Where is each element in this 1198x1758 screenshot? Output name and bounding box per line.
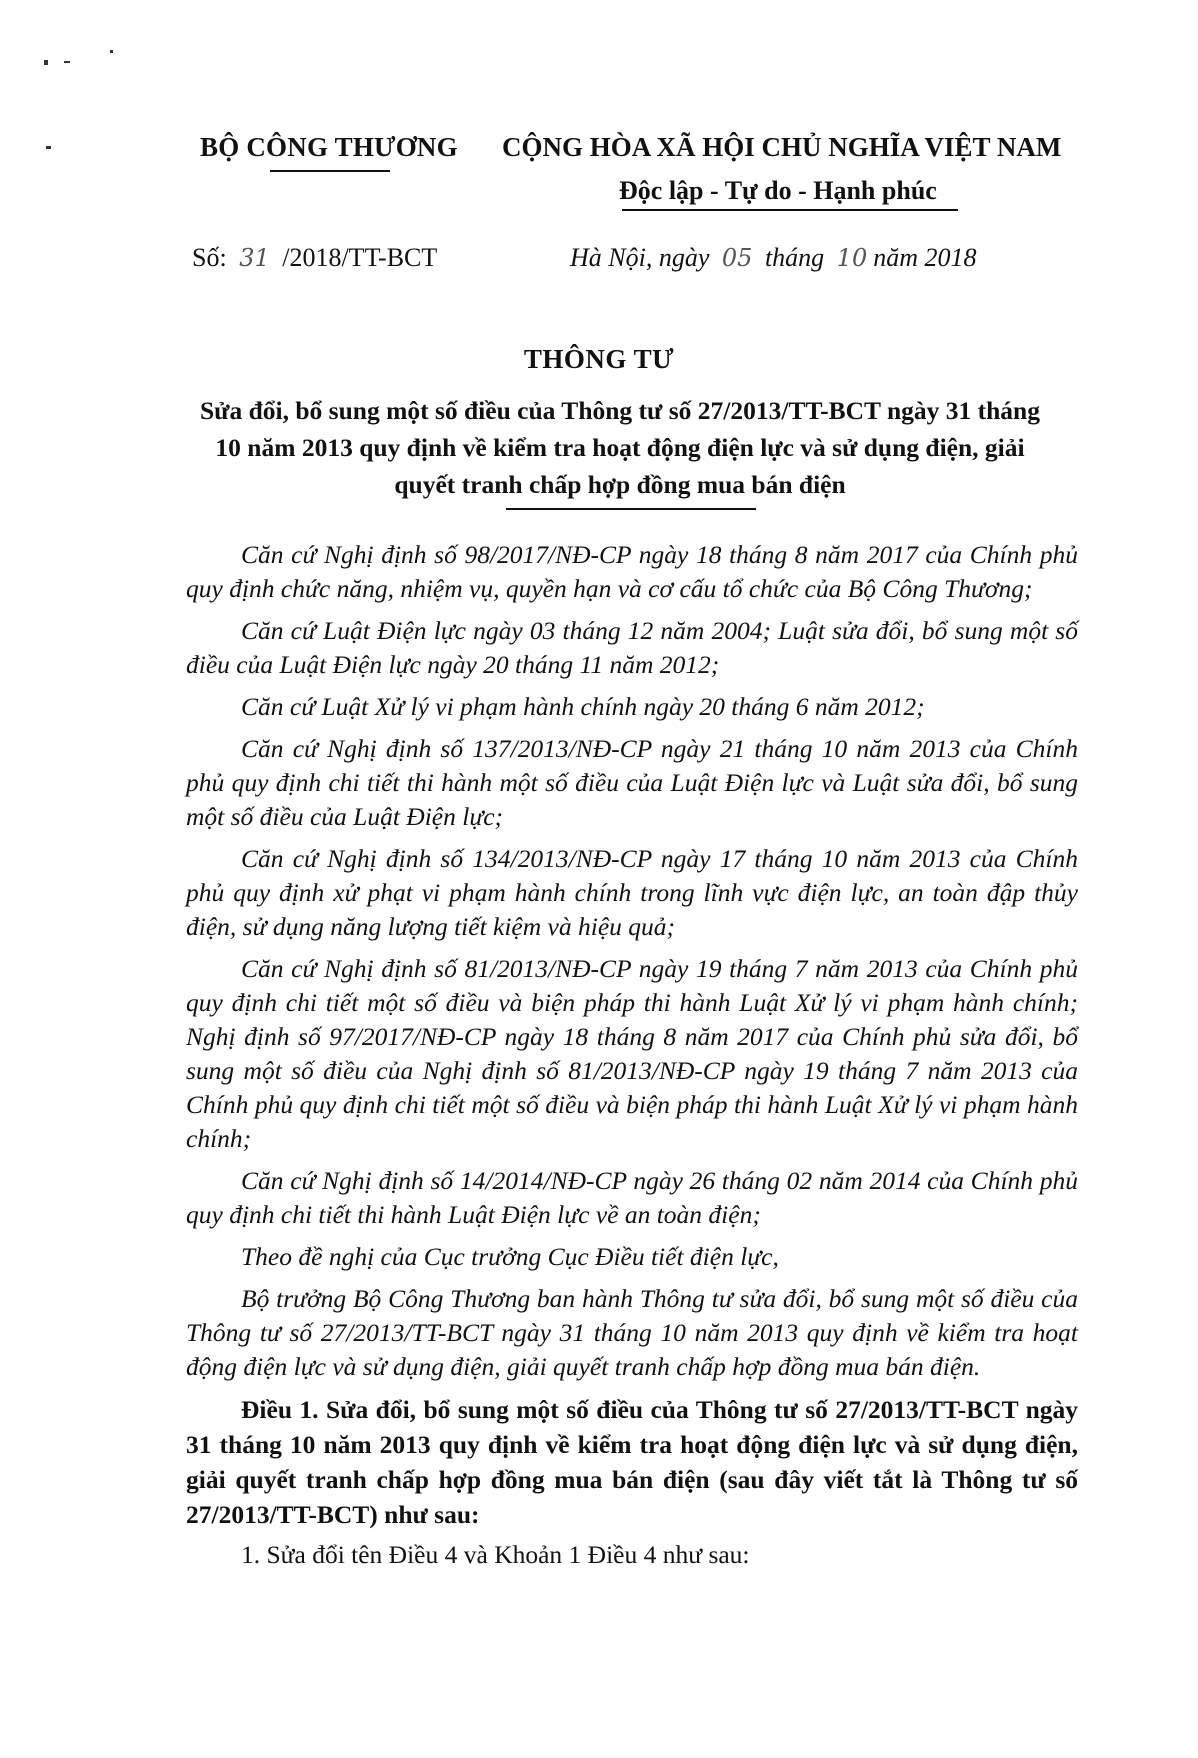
- proposal-paragraph: Theo đề nghị của Cục trưởng Cục Điều tiết điện lực,: [241, 1242, 779, 1271]
- agency-underline: [270, 170, 390, 172]
- subject-underline: [506, 508, 756, 510]
- place-date-prefix: Hà Nội, ngày: [570, 243, 710, 272]
- scan-speck: [110, 50, 113, 53]
- scan-speck: [44, 60, 48, 65]
- motto-underline: [622, 209, 958, 211]
- document-body: [186, 538, 1078, 1572]
- legal-basis-paragraph: Căn cứ Nghị định số 98/2017/NĐ-CP ngày 18 tháng 8 năm 2017 của Chính phủ quy định chức năng, nhiệm vụ, quyền hạn và cơ cấu tổ chức của Bộ Công Thương;: [186, 540, 1078, 603]
- number-label: Số:: [192, 243, 227, 272]
- national-motto: Độc lập - Tự do - Hạnh phúc: [619, 176, 937, 205]
- place-date: [570, 243, 977, 273]
- document-number: [192, 243, 437, 273]
- issuing-agency: BỘ CÔNG THƯƠNG: [200, 132, 458, 162]
- legal-basis-paragraph: Căn cứ Nghị định số 14/2014/NĐ-CP ngày 26 tháng 02 năm 2014 của Chính phủ quy định chi tiết thi hành Luật Điện lực về an toàn điện;: [186, 1166, 1078, 1229]
- legal-basis-paragraph: Căn cứ Luật Xử lý vi phạm hành chính ngày 20 tháng 6 năm 2012;: [241, 692, 925, 721]
- handwritten-month: 10: [836, 244, 868, 272]
- document-subject: Sửa đổi, bổ sung một số điều của Thông tư số 27/2013/TT-BCT ngày 31 tháng 10 năm 2013 quy định về kiểm tra hoạt động điện lực và sử dụng điện, giải quyết tranh chấp hợp đồng mua bán điện: [200, 396, 1040, 499]
- legal-basis-paragraph: Căn cứ Luật Điện lực ngày 03 tháng 12 năm 2004; Luật sửa đổi, bổ sung một số điều của Luật Điện lực ngày 20 tháng 11 năm 2012;: [186, 616, 1078, 679]
- handwritten-day: 05: [721, 244, 753, 272]
- issuance-paragraph: Bộ trưởng Bộ Công Thương ban hành Thông tư sửa đổi, bổ sung một số điều của Thông tư số 27/2013/TT-BCT ngày 31 tháng 10 năm 2013 quy định về kiểm tra hoạt động điện lực và sử dụng điện, giải quyết tranh chấp hợp đồng mua bán điện.: [186, 1284, 1078, 1381]
- legal-basis-paragraph: Căn cứ Nghị định số 134/2013/NĐ-CP ngày 17 tháng 10 năm 2013 của Chính phủ quy định xử phạt vi phạm hành chính trong lĩnh vực điện lực, an toàn đập thủy điện, sử dụng năng lượng tiết kiệm và hiệu quả;: [186, 844, 1078, 941]
- legal-basis-paragraph: Căn cứ Nghị định số 137/2013/NĐ-CP ngày 21 tháng 10 năm 2013 của Chính phủ quy định chi tiết thi hành một số điều của Luật Điện lực và Luật sửa đổi, bổ sung một số điều của Luật Điện lực;: [186, 734, 1078, 831]
- year-text: năm 2018: [873, 243, 977, 272]
- scan-speck: [46, 146, 51, 149]
- number-suffix: /2018/TT-BCT: [282, 243, 438, 272]
- national-title: CỘNG HÒA XÃ HỘI CHỦ NGHĨA VIỆT NAM: [502, 132, 1062, 162]
- month-label: tháng: [764, 243, 825, 272]
- scan-speck: [64, 61, 70, 63]
- article-1-clause-1: 1. Sửa đổi tên Điều 4 và Khoản 1 Điều 4 như sau:: [241, 1540, 750, 1569]
- legal-basis-paragraph: Căn cứ Nghị định số 81/2013/NĐ-CP ngày 19 tháng 7 năm 2013 của Chính phủ quy định chi tiết một số điều và biện pháp thi hành Luật Xử lý vi phạm hành chính; Nghị định số 97/2017/NĐ-CP ngày 18 tháng 8 năm 2017 của Chính phủ sửa đổi, bổ sung một số điều của Nghị định số 81/2013/NĐ-CP ngày 19 tháng 7 năm 2013 của Chính phủ quy định chi tiết một số điều và biện pháp thi hành Luật Xử lý vi phạm hành chính;: [186, 954, 1078, 1153]
- document-type: THÔNG TƯ: [523, 344, 675, 374]
- article-1-heading: Điều 1. Sửa đổi, bổ sung một số điều của Thông tư số 27/2013/TT-BCT ngày 31 tháng 10 năm 2013 quy định về kiểm tra hoạt động điện lực và sử dụng điện, giải quyết tranh chấp hợp đồng mua bán điện (sau đây viết tắt là Thông tư số 27/2013/TT-BCT) như sau:: [186, 1395, 1078, 1529]
- handwritten-number: 31: [239, 244, 270, 272]
